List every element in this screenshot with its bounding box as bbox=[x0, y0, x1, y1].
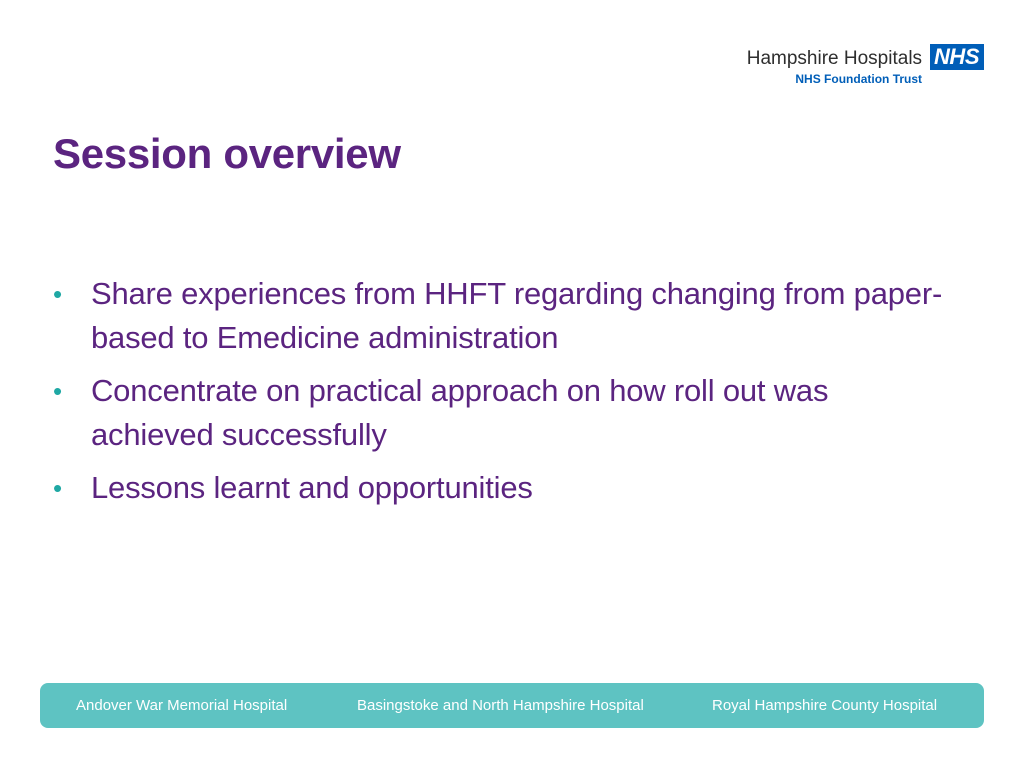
bullet-list bbox=[53, 272, 953, 519]
logo-organisation-name: Hampshire Hospitals bbox=[746, 48, 923, 69]
bullet-marker-icon: • bbox=[53, 473, 63, 503]
nhs-logo-badge: NHS bbox=[930, 44, 984, 70]
bullet-text: Lessons learnt and opportunities bbox=[91, 470, 533, 505]
footer-hospitals-bar bbox=[40, 683, 984, 728]
footer-hospital-andover: Andover War Memorial Hospital bbox=[76, 697, 288, 714]
bullet-marker-icon: • bbox=[53, 279, 63, 309]
bullet-text: Share experiences from HHFT regarding changing from paper-based to Emedicine administration bbox=[91, 276, 943, 355]
slide-title: Session overview bbox=[53, 130, 401, 177]
bullet-item bbox=[53, 272, 953, 360]
bullet-item bbox=[53, 369, 953, 457]
bullet-text: Concentrate on practical approach on how roll out was achieved successfully bbox=[91, 373, 829, 452]
logo-text bbox=[747, 48, 922, 86]
footer-hospital-royal-hampshire: Royal Hampshire County Hospital bbox=[712, 697, 938, 714]
footer-hospital-basingstoke: Basingstoke and North Hampshire Hospital bbox=[357, 697, 644, 714]
logo-trust-name: NHS Foundation Trust bbox=[795, 72, 923, 86]
bullet-marker-icon: • bbox=[53, 376, 63, 406]
bullet-item bbox=[53, 466, 953, 510]
hampshire-hospitals-logo bbox=[747, 44, 984, 86]
